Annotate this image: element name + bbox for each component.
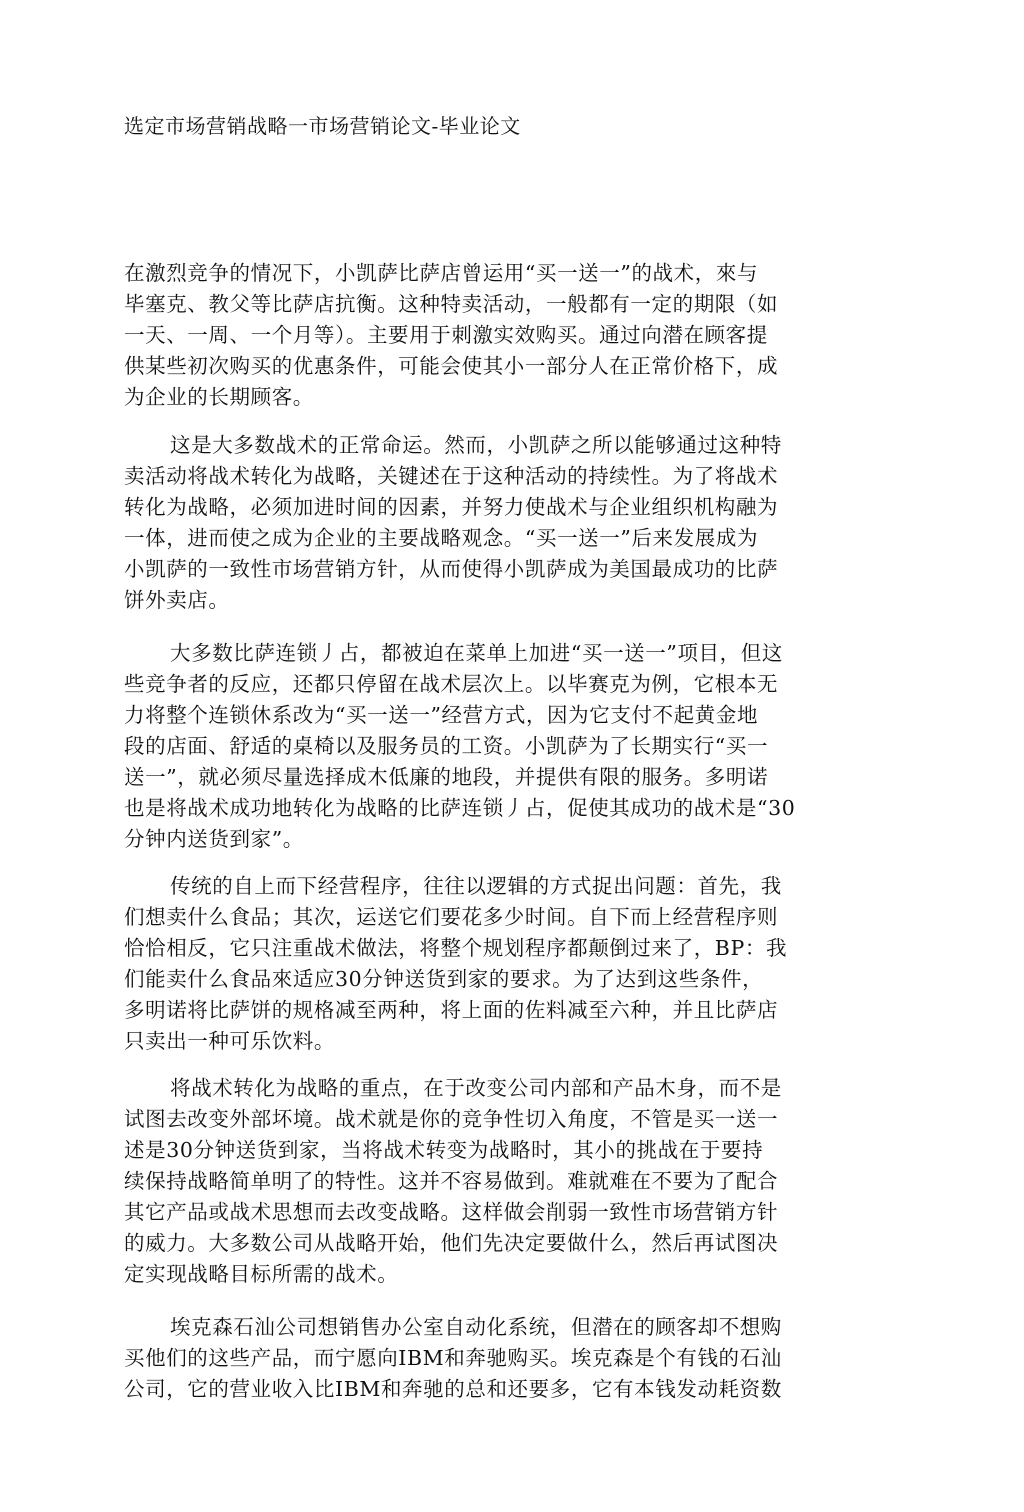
text-line: 们能卖什么食品來适应30分钟送货到家的要求。为了达到这些条件，	[124, 967, 764, 991]
text-line: 分钟内送货到家”。	[124, 827, 304, 851]
text-line: 毕塞克、教父等比萨店抗衡。这种特卖活动，一般都有一定的期限（如	[124, 292, 779, 316]
document-title: 选定市场营销战略一市场营销论文-毕业论文	[124, 114, 521, 138]
text-line: 饼外卖店。	[124, 588, 230, 612]
text-line: 这是大多数战术的正常命运。然而，小凯萨之所以能够通过这种特	[170, 433, 782, 457]
text-line: 转化为战略，必须加进时间的因素，并努力使战术与企业组织机构融为	[124, 495, 779, 519]
text-line: 力将整个连锁休系改为“买一送一”经营方式，因为它支付不起黄金地	[124, 703, 759, 727]
text-line: 试图去改变外部坏境。战术就是你的竞争性切入角度，不管是买一送一	[124, 1107, 779, 1131]
text-line: 定实现战略目标所需的战术。	[124, 1262, 399, 1286]
text-line: 也是将战术成功地转化为战略的比萨连锁丿占，促使其成功的战术是“30	[124, 796, 796, 820]
text-line: 些竞争者的反应，还都只停留在战术层次上。以毕赛克为例，它根本无	[124, 672, 779, 696]
text-line: 公司，它的营业收入比IBM和奔驰的总和还要多，它有本钱发动耗资数	[124, 1377, 782, 1401]
paragraph-1	[124, 258, 844, 413]
text-line: 续保持战略简单明了的特性。这并不容易做到。难就难在不要为了配合	[124, 1169, 779, 1193]
paragraph-4	[124, 871, 844, 1057]
text-line: 供某些初次购买的优惠条件，可能会使其小一部分人在正常价格下，成	[124, 354, 779, 378]
paragraph-5	[124, 1073, 844, 1290]
text-line: 们想卖什么食品；其次，运送它们要花多少时间。自下而上经营程序则	[124, 905, 779, 929]
text-line: 埃克森石汕公司想销售办公室自动化系统，但潜在的顾客却不想购	[170, 1315, 782, 1339]
text-line: 恰恰相反，它只注重战术做法，将整个规划程序都颠倒过来了，BP：我	[124, 936, 788, 960]
text-line: 将战术转化为战略的重点，在于改变公司内部和产品木身，而不是	[170, 1076, 782, 1100]
paragraph-3	[124, 638, 844, 855]
text-line: 多明诺将比萨饼的规格减至两种，将上面的佐料减至六种，并且比萨店	[124, 998, 779, 1022]
text-line: 只卖出一种可乐饮料。	[124, 1029, 335, 1053]
text-line: 小凯萨的一致性市场营销方针，从而使得小凯萨成为美国最成功的比萨	[124, 557, 779, 581]
paragraph-2	[124, 430, 844, 616]
paragraph-6	[124, 1312, 844, 1405]
text-line: 为企业的长期顾客。	[124, 385, 314, 409]
text-line: 述是30分钟送货到家，当将战术转变为战略时，其小的挑战在于要持	[124, 1138, 764, 1162]
text-line: 在激烈竞争的情况下，小凯萨比萨店曾运用“买一送一”的战术，來与	[124, 261, 759, 285]
text-line: 传统的自上而下经营程序，往往以逻辑的方式捉出问题：首先，我	[170, 874, 782, 898]
text-line: 送一”，就必须尽量选择成木低廉的地段，并提供有限的服务。多明诺	[124, 765, 769, 789]
text-line: 的威力。大多数公司从战略开始，他们先决定要做什么，然后再试图决	[124, 1231, 779, 1255]
text-line: 大多数比萨连锁丿占，都被迫在菜单上加进“买一送一”项目，但这	[170, 641, 783, 665]
text-line: 买他们的这些产品，而宁愿向IBM和奔驰购买。埃克森是个有钱的石汕	[124, 1346, 782, 1370]
text-line: 卖活动将战术转化为战略，关键述在于这种活动的持续性。为了将战术	[124, 464, 779, 488]
text-line: 其它产品或战术思想而去改变战略。这样做会削弱一致性市场营销方针	[124, 1200, 779, 1224]
text-line: 一体，进而使之成为企业的主要战略观念。“买一送一”后来发展成为	[124, 526, 759, 550]
text-line: 一天、一周、一个月等）。主要用于刺激实效购买。通过向潜在顾客提	[124, 323, 768, 347]
text-line: 段的店面、舒适的桌椅以及服务员的工资。小凯萨为了长期实行“买一	[124, 734, 769, 758]
